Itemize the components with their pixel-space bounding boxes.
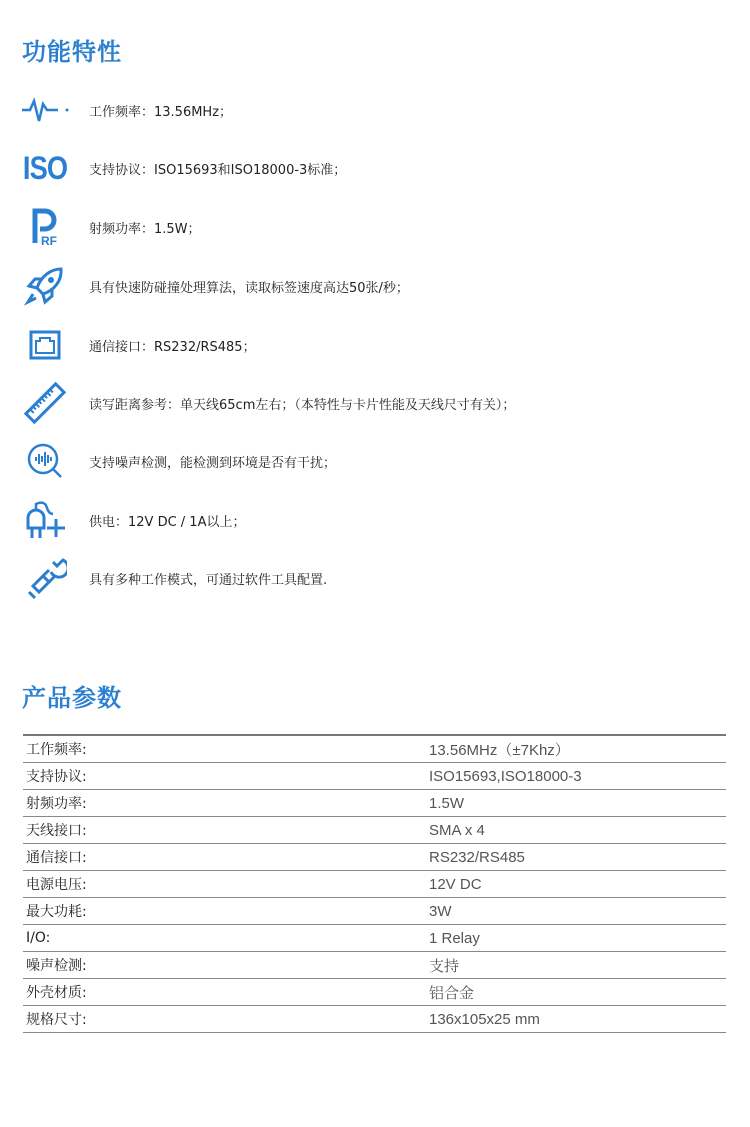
feature-text: 具有多种工作模式，可通过软件工具配置.	[89, 572, 328, 588]
feature-item	[0, 378, 750, 428]
ruler-icon	[20, 380, 70, 426]
feature-item	[0, 261, 750, 311]
table-row	[23, 871, 726, 898]
param-value: RS232/RS485	[429, 844, 726, 871]
waveform-icon	[20, 87, 70, 133]
param-label: 外壳材质:	[23, 979, 429, 1006]
feature-text: 支持噪声检测，能检测到环境是否有干扰；	[89, 455, 337, 471]
table-row	[23, 898, 726, 925]
param-value: 铝合金	[429, 979, 726, 1006]
feature-text: 读写距离参考：单天线65cm左右；（本特性与卡片性能及天线尺寸有关）；	[89, 397, 516, 413]
param-value: ISO15693,ISO18000-3	[429, 763, 726, 790]
feature-item	[0, 320, 750, 370]
param-value: SMA x 4	[429, 817, 726, 844]
power-plug-icon	[20, 497, 70, 543]
param-label: 射频功率:	[23, 790, 429, 817]
param-value: 1.5W	[429, 790, 726, 817]
param-label: 天线接口:	[23, 817, 429, 844]
param-label: 工作频率:	[23, 735, 429, 763]
table-row	[23, 817, 726, 844]
param-label: 最大功耗:	[23, 898, 429, 925]
param-value: 3W	[429, 898, 726, 925]
rocket-icon	[20, 263, 70, 309]
feature-item	[0, 495, 750, 545]
param-value: 136x105x25 mm	[429, 1006, 726, 1033]
feature-text: 具有快速防碰撞处理算法，读取标签速度高达50张/秒；	[89, 280, 409, 296]
table-row	[23, 925, 726, 952]
feature-text: 支持协议：ISO15693和ISO18000-3标准；	[89, 162, 347, 178]
ethernet-port-icon	[20, 322, 70, 368]
table-row	[23, 952, 726, 979]
param-label: 规格尺寸:	[23, 1006, 429, 1033]
feature-text: 通信接口：RS232/RS485；	[89, 339, 256, 355]
feature-item	[0, 202, 750, 252]
feature-item	[0, 553, 750, 603]
svg-text:RF: RF	[41, 234, 57, 247]
table-row	[23, 763, 726, 790]
feature-item	[0, 143, 750, 193]
param-value: 12V DC	[429, 871, 726, 898]
param-label: 支持协议:	[23, 763, 429, 790]
param-label: I/O:	[23, 925, 429, 952]
param-value: 支持	[429, 952, 726, 979]
wrench-plug-icon	[20, 555, 70, 601]
feature-text: 射频功率：1.5W；	[89, 221, 201, 237]
params-title: 产品参数	[22, 684, 122, 712]
table-row	[23, 735, 726, 763]
features-title: 功能特性	[22, 38, 122, 66]
table-row	[23, 844, 726, 871]
params-table	[23, 734, 726, 1033]
param-label: 电源电压:	[23, 871, 429, 898]
param-label: 噪声检测:	[23, 952, 429, 979]
param-value: 13.56MHz（±7Khz）	[429, 735, 726, 763]
table-row	[23, 979, 726, 1006]
sound-search-icon	[20, 438, 70, 484]
feature-item	[0, 436, 750, 486]
feature-text: 供电：12V DC / 1A以上；	[89, 514, 246, 530]
table-row	[23, 790, 726, 817]
param-value: 1 Relay	[429, 925, 726, 952]
feature-text: 工作频率：13.56MHz；	[89, 104, 233, 120]
iso-icon: ISO	[22, 149, 68, 186]
param-label: 通信接口:	[23, 844, 429, 871]
table-row	[23, 1006, 726, 1033]
rf-power-icon	[20, 204, 70, 250]
feature-item	[0, 85, 750, 135]
